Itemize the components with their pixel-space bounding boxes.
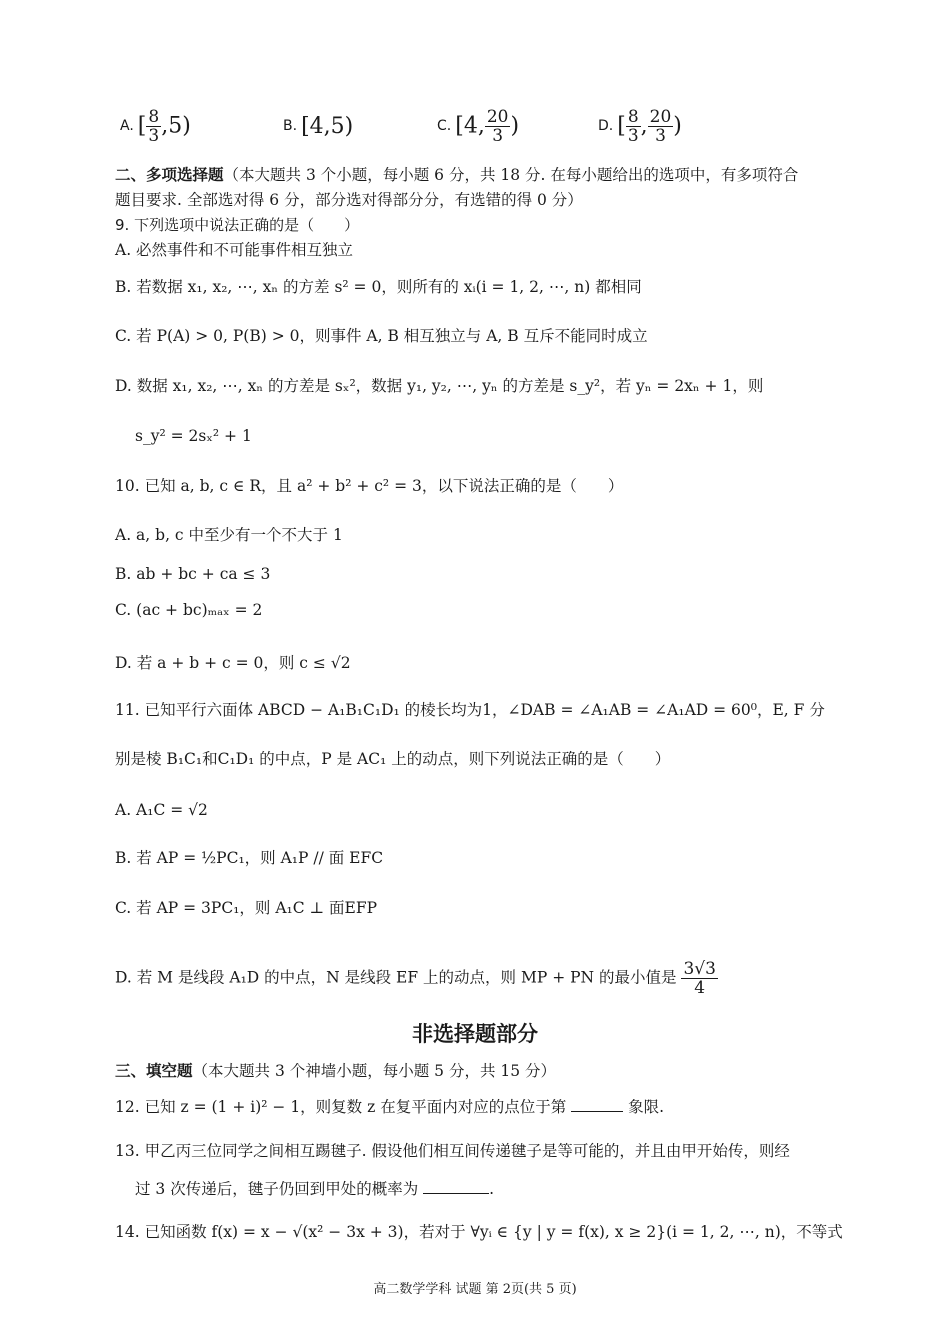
section2-title: 二、多项选择题 bbox=[115, 165, 224, 184]
option-a-label: A. bbox=[120, 118, 134, 134]
q13-line2 bbox=[135, 1178, 494, 1200]
option-d-math: [ $\frac{8}{3}$ , $\frac{20}{3}$ ) bbox=[617, 106, 682, 146]
q10-option-b: B. ab + bc + ca ≤ 3 bbox=[115, 565, 271, 583]
q10-option-c: C. (ac + bc)ₘₐₓ = 2 bbox=[115, 601, 263, 619]
q11-option-d bbox=[115, 960, 718, 997]
q13-line1: 13. 甲乙丙三位同学之间相互踢毽子. 假设他们相互间传递毽子是等可能的，并且由甲开始传，则经 bbox=[115, 1142, 790, 1160]
q10-option-a: A. a, b, c 中至少有一个不大于 1 bbox=[115, 526, 343, 544]
option-c bbox=[437, 96, 519, 156]
q9-option-d: D. 数据 x₁, x₂, ⋯, xₙ 的方差是 sₓ²，数据 y₁, y₂, ⋯, yₙ 的方差是 s_y²，若 yₙ = 2xₙ + 1，则 bbox=[115, 377, 764, 395]
q14-line1: 14. 已知函数 f(x) = x − √(x² − 3x + 3)，若对于 ∀yᵢ ∈ {y | y = f(x), x ≥ 2}(i = 1, 2, ⋯, n)，不等式 bbox=[115, 1223, 843, 1241]
q10-stem: 10. 已知 a, b, c ∈ R，且 a² + b² + c² = 3，以下说法正确的是（ ） bbox=[115, 477, 624, 495]
mcq-options-row bbox=[0, 96, 950, 156]
q13-line2-end: . bbox=[489, 1180, 495, 1198]
q9-option-d-formula: s_y² = 2sₓ² + 1 bbox=[135, 427, 252, 445]
q13-line2-text: 过 3 次传递后，毽子仍回到甲处的概率为 bbox=[135, 1180, 419, 1198]
option-d-label: D. bbox=[598, 118, 614, 134]
option-b bbox=[283, 96, 353, 156]
option-a-math: [ $\frac{8}{3}$ ,5) bbox=[137, 106, 191, 146]
q11-option-b: B. 若 AP = ½PC₁，则 A₁P // 面 EFC bbox=[115, 849, 384, 867]
option-b-math: [4,5) bbox=[301, 113, 354, 139]
section2-desc2: 题目要求. 全部选对得 6 分，部分选对得部分分，有选错的得 0 分） bbox=[115, 191, 583, 209]
option-d bbox=[598, 96, 682, 156]
q11-option-a: A. A₁C = √2 bbox=[115, 801, 208, 819]
section2-heading-line1 bbox=[115, 164, 798, 186]
option-c-label: C. bbox=[437, 118, 452, 134]
option-c-math: [4, $\frac{20}{3}$ ) bbox=[455, 106, 520, 146]
q11-stem-line2: 别是棱 B₁C₁和C₁D₁ 的中点，P 是 AC₁ 上的动点，则下列说法正确的是（ ） bbox=[115, 750, 671, 768]
q12-text-end: 象限. bbox=[628, 1098, 665, 1116]
section3-heading bbox=[115, 1060, 556, 1082]
q9-stem: 9. 下列选项中说法正确的是（ ） bbox=[115, 216, 360, 234]
q11-option-d-denominator: 4 bbox=[694, 978, 706, 998]
page-footer: 高二数学学科 试题 第 2页(共 5 页) bbox=[373, 1282, 577, 1297]
q11-option-c: C. 若 AP = 3PC₁，则 A₁C ⊥ 面EFP bbox=[115, 899, 378, 917]
q9-option-a: A. 必然事件和不可能事件相互独立 bbox=[115, 241, 354, 259]
part-heading: 非选择题部分 bbox=[412, 1022, 538, 1046]
q10-option-d: D. 若 a + b + c = 0，则 c ≤ √2 bbox=[115, 654, 351, 672]
q9-option-b: B. 若数据 x₁, x₂, ⋯, xₙ 的方差 s² = 0，则所有的 xᵢ(i = 1, 2, ⋯, n) 都相同 bbox=[115, 278, 642, 296]
q11-stem-line1: 11. 已知平行六面体 ABCD − A₁B₁C₁D₁ 的棱长均为1，∠DAB = ∠A₁AB = ∠A₁AD = 60⁰，E, F 分 bbox=[115, 701, 825, 719]
q11-option-d-numerator: 3√3 bbox=[683, 959, 716, 979]
q12-answer-blank bbox=[571, 1097, 623, 1112]
q9-option-c: C. 若 P(A) > 0, P(B) > 0，则事件 A, B 相互独立与 A, B 互斥不能同时成立 bbox=[115, 327, 648, 345]
q11-option-d-text: D. 若 M 是线段 A₁D 的中点，N 是线段 EF 上的动点，则 MP + PN 的最小值是 bbox=[115, 968, 677, 987]
section3-desc: （本大题共 3 个神墙小题，每小题 5 分，共 15 分） bbox=[192, 1062, 557, 1080]
section2-desc1: （本大题共 3 个小题，每小题 6 分，共 18 分. 在每小题给出的选项中，有多项符合 bbox=[223, 166, 799, 184]
q12 bbox=[115, 1096, 664, 1118]
q12-text: 12. 已知 z = (1 + i)² − 1，则复数 z 在复平面内对应的点位于第 bbox=[115, 1098, 567, 1116]
option-b-label: B. bbox=[283, 118, 298, 134]
option-a bbox=[120, 96, 191, 156]
q11-option-d-fraction bbox=[681, 960, 717, 997]
q13-answer-blank bbox=[423, 1179, 489, 1194]
section3-title: 三、填空题 bbox=[115, 1061, 193, 1080]
